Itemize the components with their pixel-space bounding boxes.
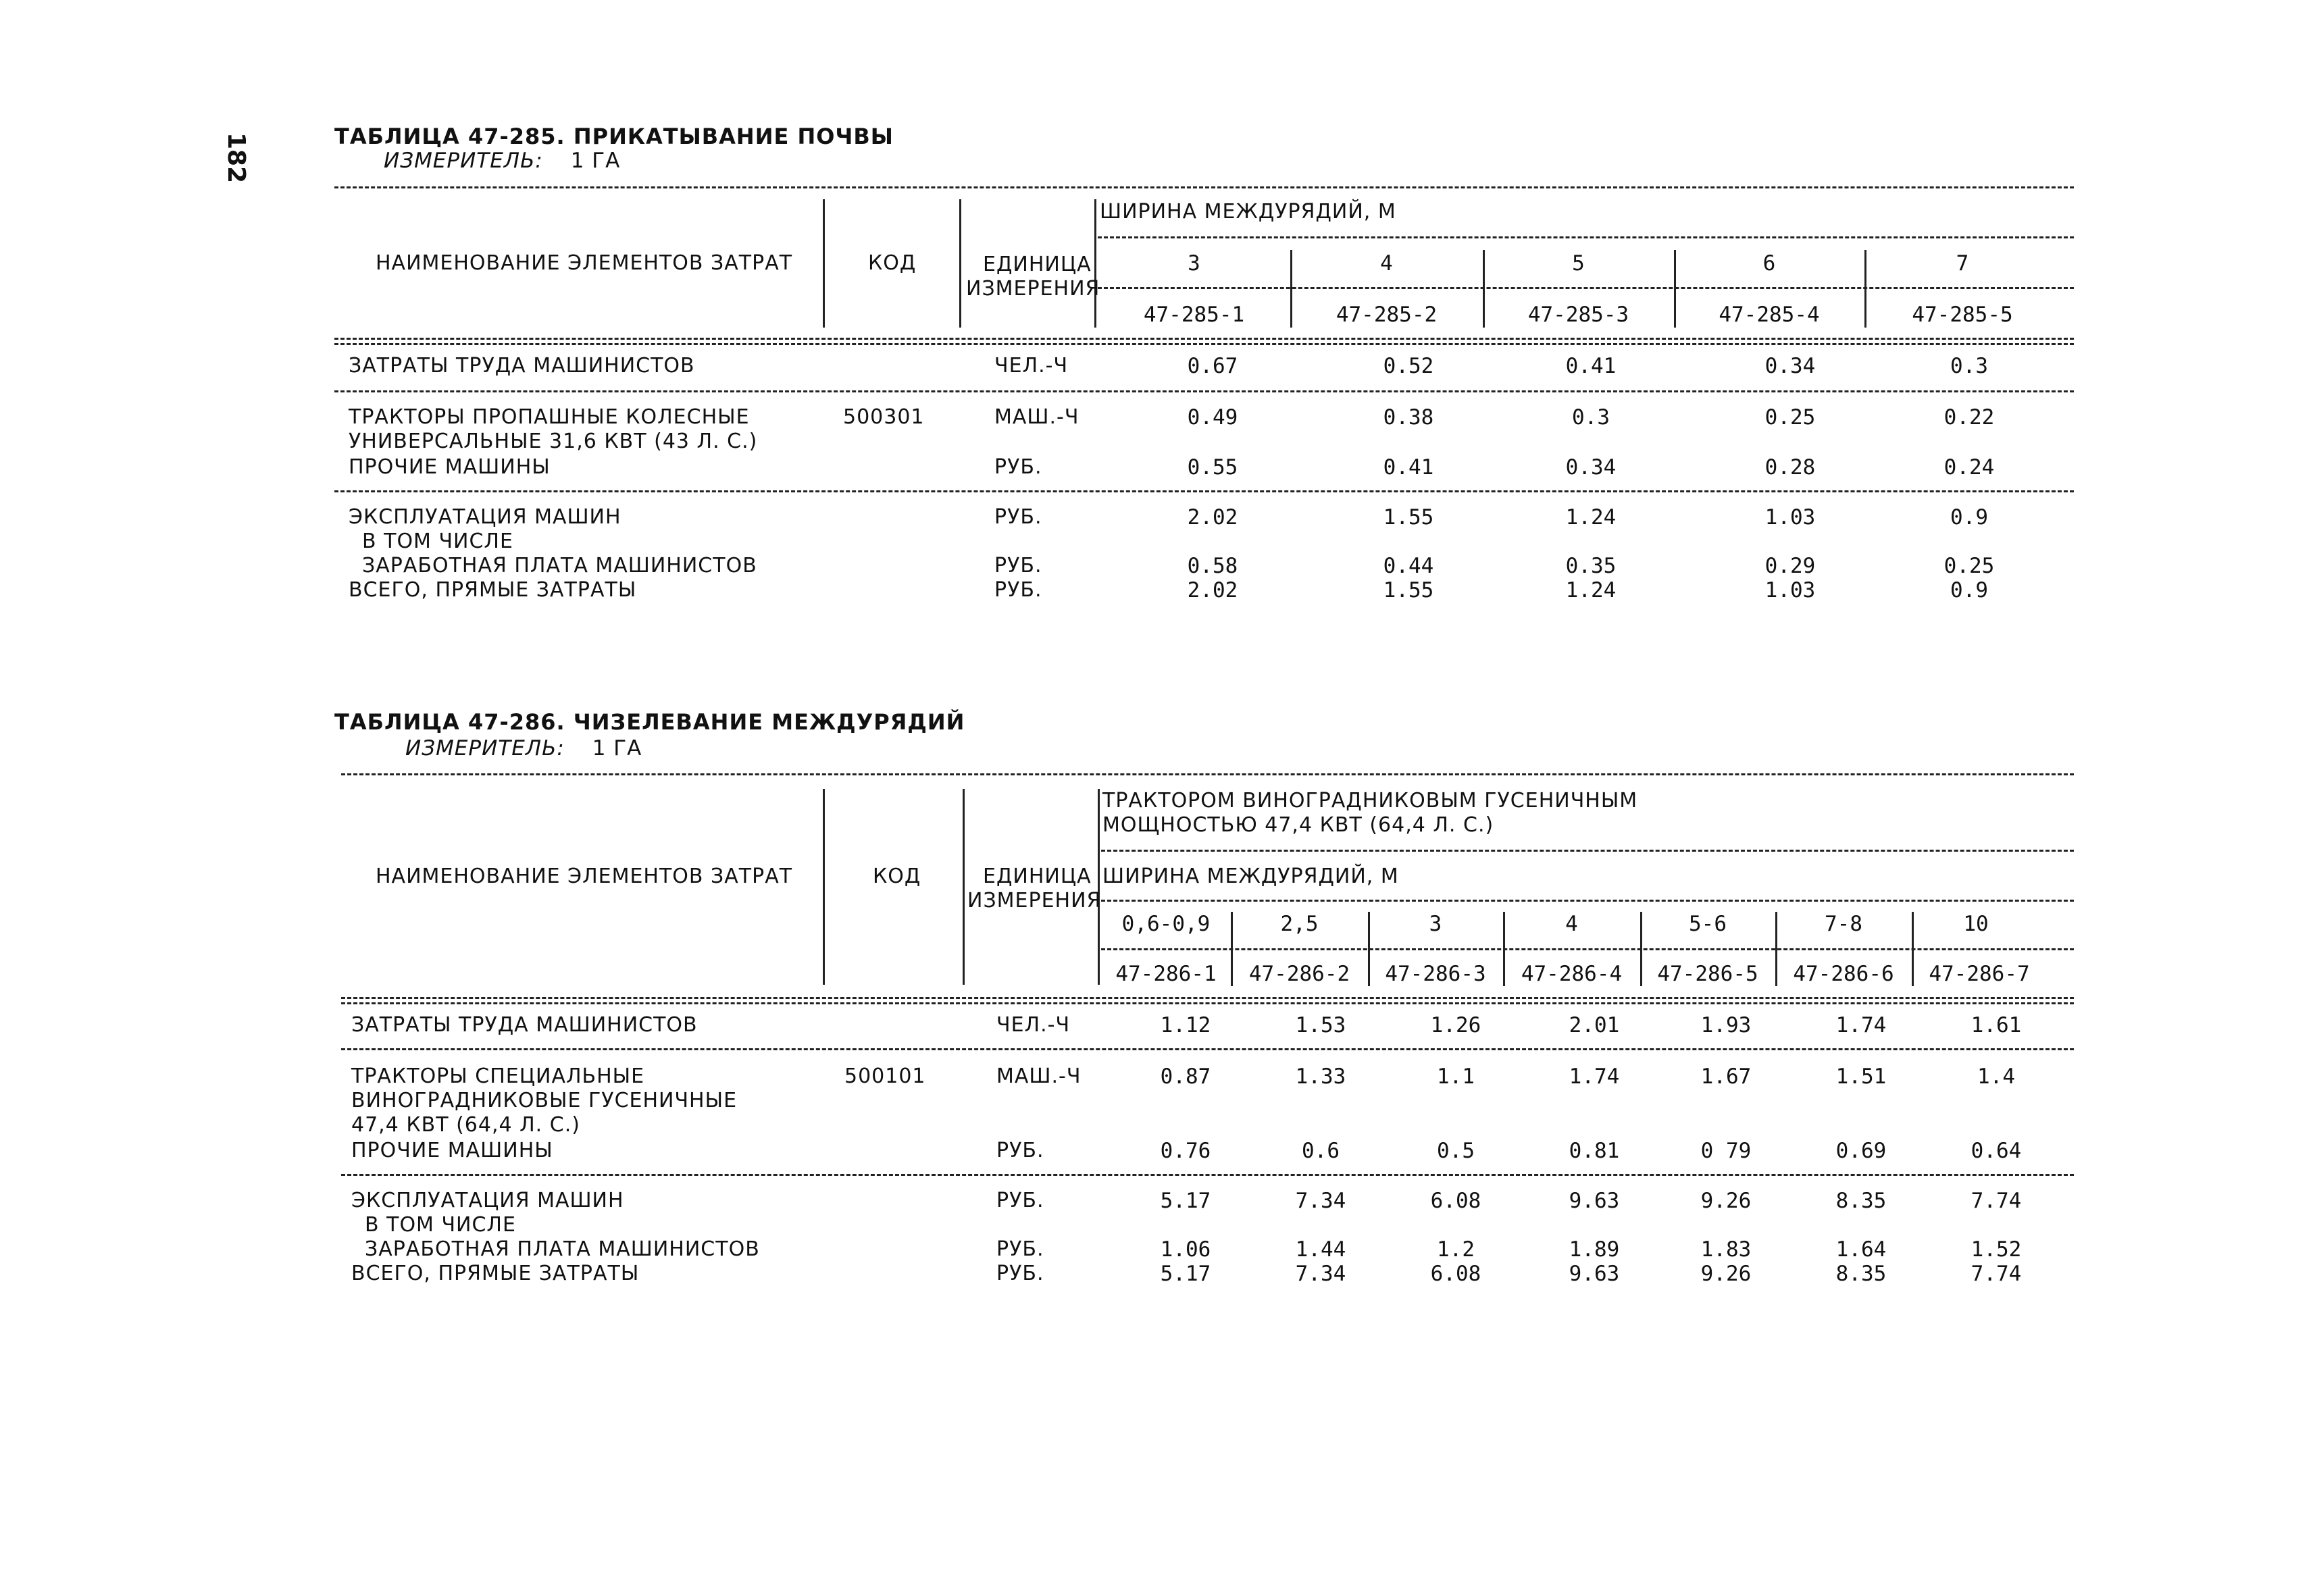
table2-cell: 1.93 [1700,1013,1752,1037]
table1-code-col4: 47-285-4 [1719,303,1820,327]
table2-cell: 7.74 [1971,1262,2022,1286]
table1-header-code: КОД [868,251,917,275]
table2-cell: 9.63 [1569,1262,1620,1286]
table1-cell: 0.52 [1383,354,1434,378]
table2-code-col3: 47-286-3 [1385,962,1486,986]
table2-row-name: ПРОЧИЕ МАШИНЫ [351,1139,553,1162]
table2-width-col1: 0,6-0,9 [1121,912,1211,936]
table2-cell: 1.06 [1160,1237,1211,1262]
table1-title: ТАБЛИЦА 47-285. ПРИКАТЫВАНИЕ ПОЧВЫ [334,124,894,149]
table1-row-unit: РУБ. [994,554,1042,577]
table2-header-unit1: ЕДИНИЦА [983,865,1092,888]
table2-header-code: КОД [873,865,921,888]
table1-group-header: ШИРИНА МЕЖДУРЯДИЙ, М [1100,200,1396,224]
table2-header-unit2: ИЗМЕРЕНИЯ [967,889,1102,912]
table2-cell: 5.17 [1160,1262,1211,1286]
table2-width-col7: 10 [1963,912,1989,936]
table1-cell: 0.9 [1950,505,1988,530]
table1-meter [384,149,620,173]
table2-cell: 9.26 [1700,1189,1752,1213]
table1-cell: 0.67 [1187,354,1238,378]
table2-cell: 0.81 [1569,1139,1620,1163]
table1-cell: 1.03 [1764,578,1816,602]
table2-width-col6: 7-8 [1825,912,1862,936]
table2-header-name: НАИМЕНОВАНИЕ ЭЛЕМЕНТОВ ЗАТРАТ [376,865,793,888]
table2-row-name: ЗАТРАТЫ ТРУДА МАШИНИСТОВ [351,1013,698,1037]
table1-cell: 0.9 [1950,578,1988,602]
table2-cell: 1.44 [1295,1237,1346,1262]
table1-cell: 1.03 [1764,505,1816,530]
table2-cell: 1.4 [1977,1064,2015,1089]
table1-cell: 1.24 [1565,505,1617,530]
table1-header-unit1: ЕДИНИЦА [983,253,1092,276]
table1-top-rule [334,186,2074,188]
table2-width-col2: 2,5 [1280,912,1319,936]
table2-vsep [1098,789,1100,985]
table2-cell: 7.34 [1295,1189,1346,1213]
table2-row-rule [341,1048,2074,1050]
table2-meter-value: 1 ГА [592,736,642,761]
table2-code-col1: 47-286-1 [1115,962,1217,986]
table1-width-col4: 6 [1762,251,1776,276]
table2-top-rule [341,773,2074,775]
table1-row-unit: РУБ. [994,578,1042,602]
table1-row-name: ВСЕГО, ПРЯМЫЕ ЗАТРАТЫ [349,578,637,602]
table2-cell: 0.76 [1160,1139,1211,1163]
table1-cell: 0.22 [1943,405,1995,430]
table2-super-header-1: ТРАКТОРОМ ВИНОГРАДНИКОВЫМ ГУСЕНИЧНЫМ [1102,789,1638,813]
table2-row-name: ВСЕГО, ПРЯМЫЕ ЗАТРАТЫ [351,1262,640,1285]
table2-cell: 9.63 [1569,1189,1620,1213]
table2-row-name: В ТОМ ЧИСЛЕ [365,1213,516,1237]
table1-row-name: В ТОМ ЧИСЛЕ [362,530,513,553]
table1-meter-value: 1 ГА [570,149,621,173]
table2-cell: 1.1 [1437,1064,1475,1089]
table2-row-code: 500101 [844,1064,926,1088]
table2-meter-label: ИЗМЕРИТЕЛЬ: [405,736,565,761]
table2-code-col6: 47-286-6 [1793,962,1894,986]
table2-cell: 6.08 [1430,1262,1481,1286]
table2-cell: 7.74 [1971,1189,2022,1213]
table1-cell: 1.24 [1565,578,1617,602]
table1-cell: 0.25 [1943,554,1995,578]
table1-row-unit: РУБ. [994,505,1042,529]
table2-header-rule [341,1002,2074,1004]
table2-code-col4: 47-286-4 [1521,962,1623,986]
table2-cell: 0.69 [1835,1139,1887,1163]
table1-cell: 0.34 [1764,354,1816,378]
table2-cell: 1.2 [1437,1237,1475,1262]
table2-row-name: ТРАКТОРЫ СПЕЦИАЛЬНЫЕ [351,1064,645,1088]
table1-row-rule [334,390,2074,392]
table2-cell: 1.52 [1971,1237,2022,1262]
table2-cell: 1.64 [1835,1237,1887,1262]
table2-code-col7: 47-286-7 [1929,962,2030,986]
table2-code-col2: 47-286-2 [1248,962,1350,986]
table2-group-header: ШИРИНА МЕЖДУРЯДИЙ, М [1102,865,1399,888]
table2-row-name: ЭКСПЛУАТАЦИЯ МАШИН [351,1189,624,1212]
table2-cell: 8.35 [1835,1189,1887,1213]
table1-row-name: ТРАКТОРЫ ПРОПАШНЫЕ КОЛЕСНЫЕ [349,405,750,429]
table2-row-unit: ЧЕЛ.-Ч [996,1013,1071,1037]
table2-cell: 1.89 [1569,1237,1620,1262]
table1-header-unit2: ИЗМЕРЕНИЯ [966,277,1100,301]
table2-cell: 9.26 [1700,1262,1752,1286]
table1-header-rule [334,338,2074,340]
table1-cell: 0.41 [1383,455,1434,480]
table1-header-name: НАИМЕНОВАНИЕ ЭЛЕМЕНТОВ ЗАТРАТ [376,251,793,275]
table1-width-col3: 5 [1572,251,1585,276]
table1-cell: 2.02 [1187,505,1238,530]
table1-subrule [1098,236,2074,238]
table1-cell: 0.24 [1943,455,1995,480]
table1-subrule [1098,287,2074,289]
table1-cell: 0.34 [1565,455,1617,480]
table1-code-col2: 47-285-2 [1336,303,1438,327]
table2-cell: 0 79 [1700,1139,1752,1163]
table1-cell: 0.28 [1764,455,1816,480]
table2-row-name-3: 47,4 КВТ (64,4 Л. С.) [351,1113,580,1137]
table2-cell: 1.26 [1430,1013,1481,1037]
table2-subrule [1101,850,2074,852]
table1-row-unit: МАШ.-Ч [994,405,1079,429]
table1-cell: 0.3 [1950,354,1988,378]
table2-title: ТАБЛИЦА 47-286. ЧИЗЕЛЕВАНИЕ МЕЖДУРЯДИЙ [334,709,965,735]
table1-cell: 0.38 [1383,405,1434,430]
table2-row-rule [341,1174,2074,1176]
table1-header-rule [334,343,2074,345]
table1-row-rule [334,490,2074,492]
table1-cell: 1.55 [1383,578,1434,602]
table2-row-unit: РУБ. [996,1139,1044,1162]
table2-row-unit: МАШ.-Ч [996,1064,1082,1088]
table1-cell: 0.3 [1572,405,1610,430]
table1-cell: 0.35 [1565,554,1617,578]
table2-cell: 1.12 [1160,1013,1211,1037]
table2-cell: 1.67 [1700,1064,1752,1089]
table2-width-col5: 5-6 [1689,912,1727,936]
table1-row-code: 500301 [843,405,925,429]
table2-cell: 1.74 [1569,1064,1620,1089]
table1-vsep [1094,199,1096,328]
table2-vsep [823,789,825,985]
table2-cell: 0.6 [1302,1139,1340,1163]
table2-row-name-2: ВИНОГРАДНИКОВЫЕ ГУСЕНИЧНЫЕ [351,1089,738,1112]
table2-cell: 1.51 [1835,1064,1887,1089]
table2-cell: 5.17 [1160,1189,1211,1213]
table2-header-rule [341,997,2074,999]
page-number: 182 [222,132,250,184]
table2-meter [405,736,642,761]
table1-row-name: ЗАТРАТЫ ТРУДА МАШИНИСТОВ [349,354,695,378]
table1-vsep [823,199,825,328]
table2-cell: 2.01 [1569,1013,1620,1037]
table1-width-col2: 4 [1380,251,1393,276]
table1-row-name: ПРОЧИЕ МАШИНЫ [349,455,551,479]
table2-width-col4: 4 [1565,912,1578,936]
table2-cell: 0.87 [1160,1064,1211,1089]
table1-cell: 2.02 [1187,578,1238,602]
table2-row-unit: РУБ. [996,1237,1044,1261]
table1-vsep [959,199,961,328]
table2-cell: 1.33 [1295,1064,1346,1089]
table2-vsep [963,789,965,985]
table1-cell: 0.41 [1565,354,1617,378]
table1-meter-label: ИЗМЕРИТЕЛЬ: [384,149,543,173]
table2-code-col5: 47-286-5 [1657,962,1758,986]
table1-cell: 0.44 [1383,554,1434,578]
table2-cell: 1.61 [1971,1013,2022,1037]
table1-cell: 1.55 [1383,505,1434,530]
table1-code-col3: 47-285-3 [1527,303,1629,327]
table2-cell: 8.35 [1835,1262,1887,1286]
table2-cell: 1.74 [1835,1013,1887,1037]
table1-cell: 0.55 [1187,455,1238,480]
table1-cell: 0.29 [1764,554,1816,578]
table2-subrule [1101,900,2074,902]
table1-code-col1: 47-285-1 [1143,303,1245,327]
table1-row-name: ЗАРАБОТНАЯ ПЛАТА МАШИНИСТОВ [362,554,757,577]
table1-width-col5: 7 [1956,251,1969,276]
table2-width-col3: 3 [1429,912,1442,936]
table2-row-unit: РУБ. [996,1189,1044,1212]
table2-super-header-2: МОЩНОСТЬЮ 47,4 КВТ (64,4 Л. С.) [1102,813,1494,837]
table1-row-name: ЭКСПЛУАТАЦИЯ МАШИН [349,505,621,529]
table1-code-col5: 47-285-5 [1912,303,2013,327]
table1-cell: 0.58 [1187,554,1238,578]
table2-subrule [1101,948,2074,950]
table2-cell: 0.5 [1437,1139,1475,1163]
table2-cell: 7.34 [1295,1262,1346,1286]
table2-cell: 1.53 [1295,1013,1346,1037]
table1-cell: 0.49 [1187,405,1238,430]
table2-cell: 6.08 [1430,1189,1481,1213]
table2-row-name: ЗАРАБОТНАЯ ПЛАТА МАШИНИСТОВ [365,1237,760,1261]
table2-row-unit: РУБ. [996,1262,1044,1285]
table1-cell: 0.25 [1764,405,1816,430]
table2-cell: 0.64 [1971,1139,2022,1163]
table1-row-unit: РУБ. [994,455,1042,479]
table1-row-name-2: УНИВЕРСАЛЬНЫЕ 31,6 КВТ (43 Л. С.) [349,430,758,453]
table1-width-col1: 3 [1188,251,1200,276]
table1-row-unit: ЧЕЛ.-Ч [994,354,1069,378]
table2-cell: 1.83 [1700,1237,1752,1262]
